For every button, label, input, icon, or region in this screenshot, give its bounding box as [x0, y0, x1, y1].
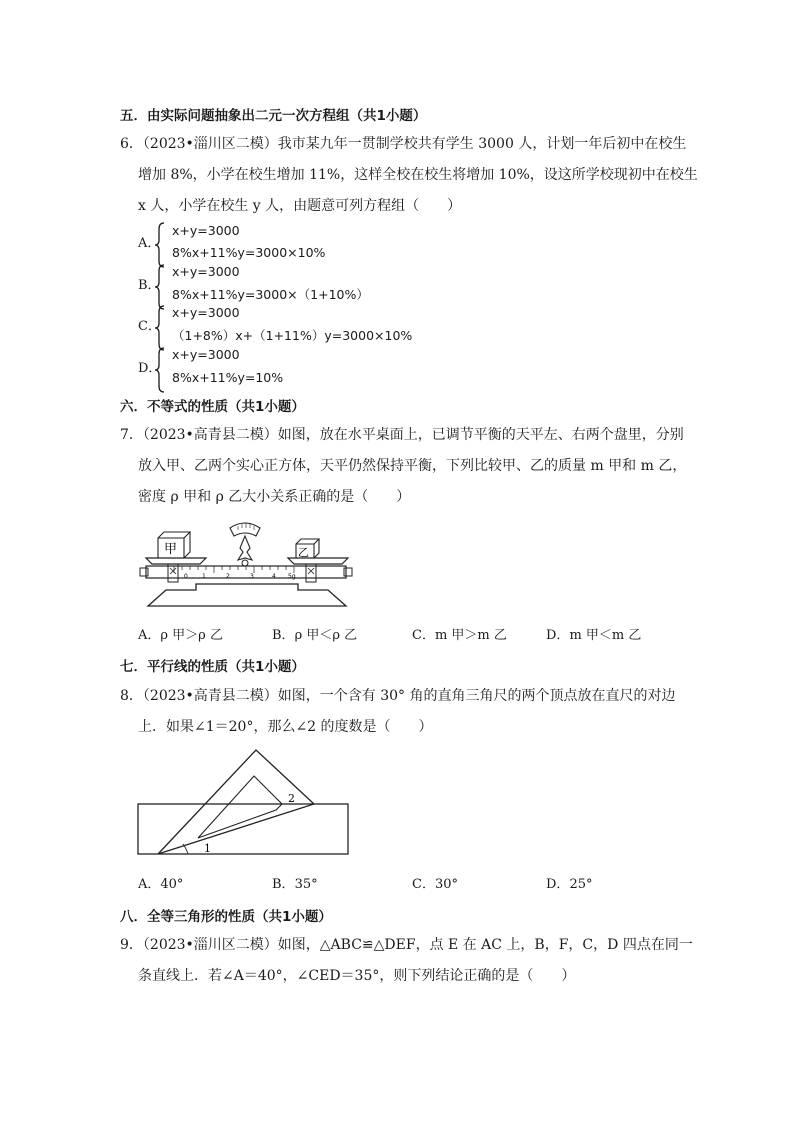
q8-line-1: 8．（2023•高青县二模）如图，一个含有 30° 角的直角三角尺的两个顶点放在直尺的对边 [120, 688, 676, 704]
q8-option-c[interactable]: C．30° [412, 877, 458, 892]
left-pan [146, 558, 206, 564]
q6-option-b-eq2: 8%x+11%y=3000×（1+10%） [172, 287, 369, 302]
q7-option-d[interactable]: D．m 甲＜m 乙 [546, 628, 642, 643]
q7-line-3: 密度 ρ 甲和 ρ 乙大小关系正确的是（ ） [138, 489, 411, 505]
angle-1-label: 1 [204, 842, 211, 855]
scale-number-3: 3 [250, 573, 254, 580]
angle-2-label: 2 [288, 792, 295, 805]
ruler-triangle-figure [136, 748, 352, 860]
q6-line-2: 增加 8%，小学在校生增加 11%，这样全校在校生将增加 10%，设这所学校现初中在校生 [138, 167, 698, 183]
scale-number-4: 4 [272, 573, 276, 580]
section-heading-5: 五．由实际问题抽象出二元一次方程组（共1小题） [120, 108, 427, 124]
section-heading-6: 六．不等式的性质（共1小题） [120, 399, 305, 415]
scale-number-2: 2 [226, 573, 230, 580]
q6-option-d-eq2: 8%x+11%y=10% [172, 370, 284, 385]
q6-option-a-label[interactable]: A． [138, 236, 161, 251]
q6-option-b-label[interactable]: B． [138, 278, 161, 293]
left-post [168, 564, 178, 582]
scale-number-5g: 5g [288, 573, 296, 580]
left-brace-icon [153, 222, 167, 268]
triangle-inner [198, 776, 282, 838]
q8-option-d[interactable]: D．25° [546, 877, 593, 892]
q6-option-c-eq2: （1+8%）x+（1+11%）y=3000×10% [172, 328, 413, 343]
cube-jia-label: 甲 [164, 542, 178, 557]
balance-dial [230, 523, 260, 536]
q9-line-1: 9．（2023•淄川区二模）如图，△ABC≌△DEF，点 E 在 AC 上，B，F，C，D 四点在同一 [120, 937, 693, 953]
q6-option-a-eq2: 8%x+11%y=3000×10% [172, 245, 326, 260]
section-heading-7: 七．平行线的性质（共1小题） [120, 659, 305, 675]
balance-scale-figure [138, 518, 356, 610]
q6-option-b-eq1: x+y=3000 [172, 264, 240, 279]
q6-option-c-eq1: x+y=3000 [172, 305, 240, 320]
right-post [306, 564, 316, 582]
scale-number-1: 1 [202, 573, 206, 580]
q8-option-b[interactable]: B．35° [272, 877, 318, 892]
q7-option-b[interactable]: B．ρ 甲＜ρ 乙 [272, 628, 358, 643]
left-brace-icon [153, 264, 167, 310]
q6-option-c-label[interactable]: C． [138, 319, 161, 334]
right-pan [288, 558, 348, 564]
scale-number-0: 0 [184, 573, 188, 580]
q7-option-a[interactable]: A．ρ 甲＞ρ 乙 [138, 628, 223, 643]
left-brace-icon [153, 305, 167, 351]
balance-pointer [238, 536, 252, 560]
cube-yi-label: 乙 [298, 546, 309, 559]
q6-option-d-label[interactable]: D． [138, 361, 162, 376]
q6-line-3: x 人，小学在校生 y 人，由题意可列方程组（ ） [138, 198, 462, 214]
ruler [138, 804, 348, 854]
q7-line-2: 放入甲、乙两个实心正方体，天平仍然保持平衡，下列比较甲、乙的质量 m 甲和 m 乙， [138, 458, 687, 474]
q6-option-d-eq1: x+y=3000 [172, 347, 240, 362]
left-brace-icon [153, 347, 167, 393]
balance-base [148, 584, 346, 606]
q8-line-2: 上．如果∠1＝20°，那么∠2 的度数是（ ） [138, 719, 433, 735]
q7-line-1: 7．（2023•高青县二模）如图，放在水平桌面上，已调节平衡的天平左、右两个盘里，分别 [120, 427, 684, 443]
q6-line-1: 6．（2023•淄川区二模）我市某九年一贯制学校共有学生 3000 人，计划一年后初中在校生 [120, 136, 687, 152]
q9-line-2: 条直线上．若∠A＝40°，∠CED＝35°，则下列结论正确的是（ ） [138, 968, 576, 984]
q7-option-c[interactable]: C．m 甲＞m 乙 [412, 628, 507, 643]
q6-option-a-eq1: x+y=3000 [172, 223, 240, 238]
section-heading-8: 八．全等三角形的性质（共1小题） [120, 909, 332, 925]
q8-option-a[interactable]: A．40° [138, 877, 184, 892]
